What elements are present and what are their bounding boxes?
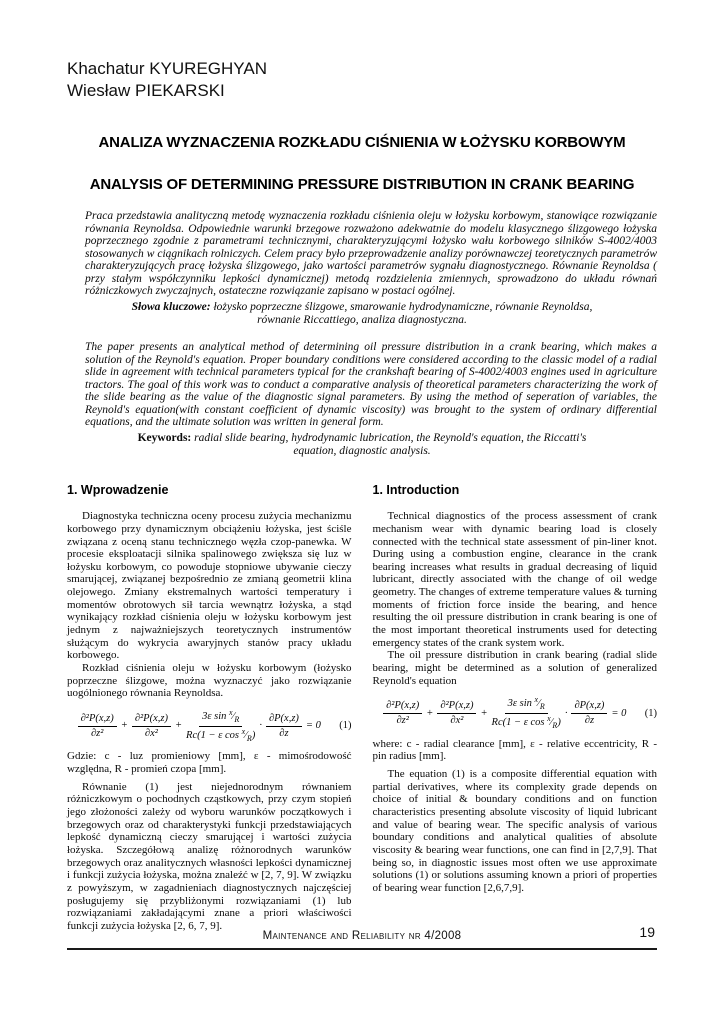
page-number: 19	[639, 924, 655, 940]
plus-operator: +	[426, 707, 434, 719]
equation-fraction: $\frac{\text{∂²P(x,z)}}{\text{∂x²}}$	[132, 713, 171, 739]
equation-fraction: $\frac{\partial P(x,z)}{\partial z}$	[266, 713, 302, 739]
paper-title-english: ANALYSIS OF DETERMINING PRESSURE DISTRIBUTION IN CRANK BEARING	[89, 176, 635, 194]
paragraph: Równanie (1) jest niejednorodnym równaniem różniczkowym o pochodnych cząstkowych, przy czym stopień jego złożoności zależy od wyboru warunków początkowych i brzegowych oraz od charakterystyki funkcji przedstawiających lepkość dynamiczną cieczy smarującej i wartości zużycia łożyska. Szczegółową analizę różnorodnych warunków brzegowych oraz analitycznych własności lepkości dynamicznej i funkcji zużycia łożyska, można znaleźć w [2, 7, 9]. W związku z powyższym, w zagadnieniach diagnostycznych najczęściej posługujemy się przybliżonymi rozwiązaniami (1) lub rozwiązaniami zakładającymi znane a priori właściwości funkcji zużycia łożyska [2, 6, 7, 9].	[67, 780, 352, 932]
equation-fraction: $\frac{\partial P(x,z)}{\partial z}$	[571, 700, 607, 726]
keywords-polish-label: Słowa kluczowe:	[131, 300, 211, 313]
paragraph: The equation (1) is a composite differential equation with partial derivatives, where its complexity grade depends on choice of initial & boundary conditions and on function characteristics presenting absolute viscosity of liquid lubricant and value of bearing wear. The specific analysis of various boundary conditions and analytical qualities of absolute viscosity & bearing wear functions, one can find in [2,7,9]. That being so, in diagnostic issues most often we use approximate solutions (1) or solutions assuming known a priori of properties of bearing wear function [2,6,7,9].	[372, 768, 657, 894]
footer-row	[67, 926, 657, 944]
keywords-polish	[67, 301, 657, 328]
multiply-dot: ·	[259, 720, 262, 732]
two-column-body	[67, 483, 657, 933]
keywords-english-line1: radial slide bearing, hydrodynamic lubrication, the Reynold's equation, the Riccatti's	[194, 431, 587, 444]
equation-legend: Gdzie: c - luz promieniowy [mm], ε - mimośrodowość względna, R - promień czopa [mm].	[67, 750, 352, 776]
column-english	[373, 483, 658, 933]
equation-fraction: $\frac{3\varepsilon \sin ^x∕_R}{Rc(1 - \varepsilon \cos ^x∕_R)}$	[186, 707, 256, 743]
reynolds-equation-english	[373, 696, 658, 731]
section-heading-english: 1. Introduction	[372, 482, 460, 497]
keywords-english	[67, 432, 657, 459]
multiply-dot: ·	[564, 707, 568, 719]
journal-title: Maintenance and Reliability nr 4/2008	[262, 930, 462, 942]
equation-fraction: $\frac{\text{∂²P(x,z)}}{\text{∂z²}}$	[383, 700, 422, 726]
equation-fraction: $\frac{\text{∂²P(x,z)}}{\text{∂x²}}$	[437, 700, 476, 726]
keywords-polish-line1: łożysko poprzeczne ślizgowe, smarowanie hydrodynamiczne, równanie Reynoldsa,	[213, 300, 593, 313]
abstract-polish: Praca przedstawia analityczną metodę wyznaczenia rozkładu ciśnienia oleju w łożysku korbowym, stanowiące rozwiązanie równania Reynoldsa. Odpowiednie warunki brzegowe rozważono adekwatnie do modelu klasycznego ślizgowego łożyska poprzecznego zgodnie z parametrami technicznymi, charakteryzującymi łożysko wału korbowego silników S-4002/4003 stosowanych w ciągnikach rolniczych. Celem pracy było przeprowadzenie analizy porównawczej teoretycznych parametrów charakteryzujących pracę łożyska ślizgowego, jako wartości parametrów sygnału diagnostycznego. Równanie Reynoldsa ( przy stałym współczynniku lepkości dynamicznej) metodą rozdzielenia zmiennych, sprowadzono do układu równań różniczkowych zwyczajnych, ostateczne rozwiązanie zapisano w postaci ogólnej.	[85, 210, 657, 298]
keywords-english-label: Keywords:	[137, 431, 192, 444]
plus-operator: +	[174, 720, 183, 732]
paragraph: The oil pressure distribution in crank bearing (radial slide bearing, might be determined as a solution of generalized Reynold's equation	[372, 649, 657, 687]
footer-rule	[67, 948, 657, 950]
author-name: Khachatur KYUREGHYAN	[67, 59, 267, 78]
paper-title-polish: ANALIZA WYZNACZENIA ROZKŁADU CIŚNIENIA W ŁOŻYSKU KORBOWYM	[98, 134, 626, 152]
column-polish	[67, 483, 352, 933]
reynolds-equation-polish	[67, 709, 352, 744]
paragraph: Diagnostyka techniczna oceny procesu zużycia mechanizmu korbowego przy dynamicznym obciążeniu łożyska, jest ściśle związana z oceną stanu technicznego węzła czop-panewka. W procesie eksploatacji silnika spalinowego zwiększa się luz w łożysku korbowym, co powoduje stopniowe ubywanie cieczy smarującej, związanej bezpośrednio ze zmianą geometrii klina olejowego. Zmiany ekstremalnych wartości temperatury i momentów obrotowych sił tarcia wewnątrz łożyska, a stąd wynikający rozkład ciśnienia oleju w łożysku korbowym jest jednym z najważniejszych teoretycznych instrumentów służącym do wykrycia awaryjnych stanów pracy układu korbowego.	[67, 510, 352, 662]
equation-fraction: $\frac{\text{∂²P(x,z)}}{\text{∂z²}}$	[78, 713, 117, 739]
author-name: Wiesław PIEKARSKI	[67, 81, 225, 101]
equation-fraction: $\frac{3\varepsilon \sin ^x∕_R}{Rc(1 - \varepsilon \cos ^x∕_R)}$	[491, 695, 561, 731]
page-footer	[67, 926, 657, 958]
equation-number: (1)	[339, 720, 352, 732]
paragraph: Rozkład ciśnienia oleju w łożysku korbowym (łożysko poprzeczne ślizgowe, można wyznaczyć jako rozwiązanie uogólnionego równania Reynoldsa.	[67, 661, 352, 700]
abstract-english: The paper presents an analytical method of determining oil pressure distribution in a crank bearing, which makes a solution of the Reynold's equation. Proper boundary conditions were considered according to the classic model of a radial slide in agreement with technical parameters typical for the crankshaft bearing of S-4002/4003 engines used in agriculture tractors. The goal of this work was to conduct a comparative analysis of theoretical parameters characterizing the work of the slide bearing as the value of the diagnostic signal parameters. By using the method of seperation of variables, the Reynold's equation(with constant coefficient of dynamic viscosity) was brought to the system of ordinary differential equations, and the ultimate solution was written in general form.	[85, 341, 657, 429]
keywords-english-line2: equation, diagnostic analysis.	[293, 445, 431, 458]
plus-operator: +	[480, 707, 488, 719]
plus-operator: +	[120, 720, 128, 732]
equation-legend: where: c - radial clearance [mm], ε - relative eccentricity, R - pin radius [mm].	[372, 737, 657, 763]
keywords-polish-line2: równanie Riccattiego, analiza diagnostyczna.	[257, 314, 467, 327]
equation-number: (1)	[644, 707, 657, 719]
equals-zero: = 0	[611, 707, 627, 719]
equals-zero: = 0	[305, 720, 321, 732]
title-block	[67, 134, 657, 193]
paragraph: Technical diagnostics of the process assessment of crank mechanism wear with dynamic bearing load is closely connected with the technical state assessment of pin-liner knot. During using a combustion engine, clearance in the crank bearing increases what results in gradual decreasing of liquid lubricant, directly associated with the change of oil wedge geometry. The changes of extreme temperature values & turning moments of friction force inside the bearing, and hence resulting the oil pressure distribution in crank bearing is one of the most important theoretical instruments used for detecting emergency states of the crank system work.	[372, 510, 657, 649]
section-heading-polish: 1. Wprowadzenie	[67, 482, 169, 497]
author-block	[67, 58, 657, 102]
